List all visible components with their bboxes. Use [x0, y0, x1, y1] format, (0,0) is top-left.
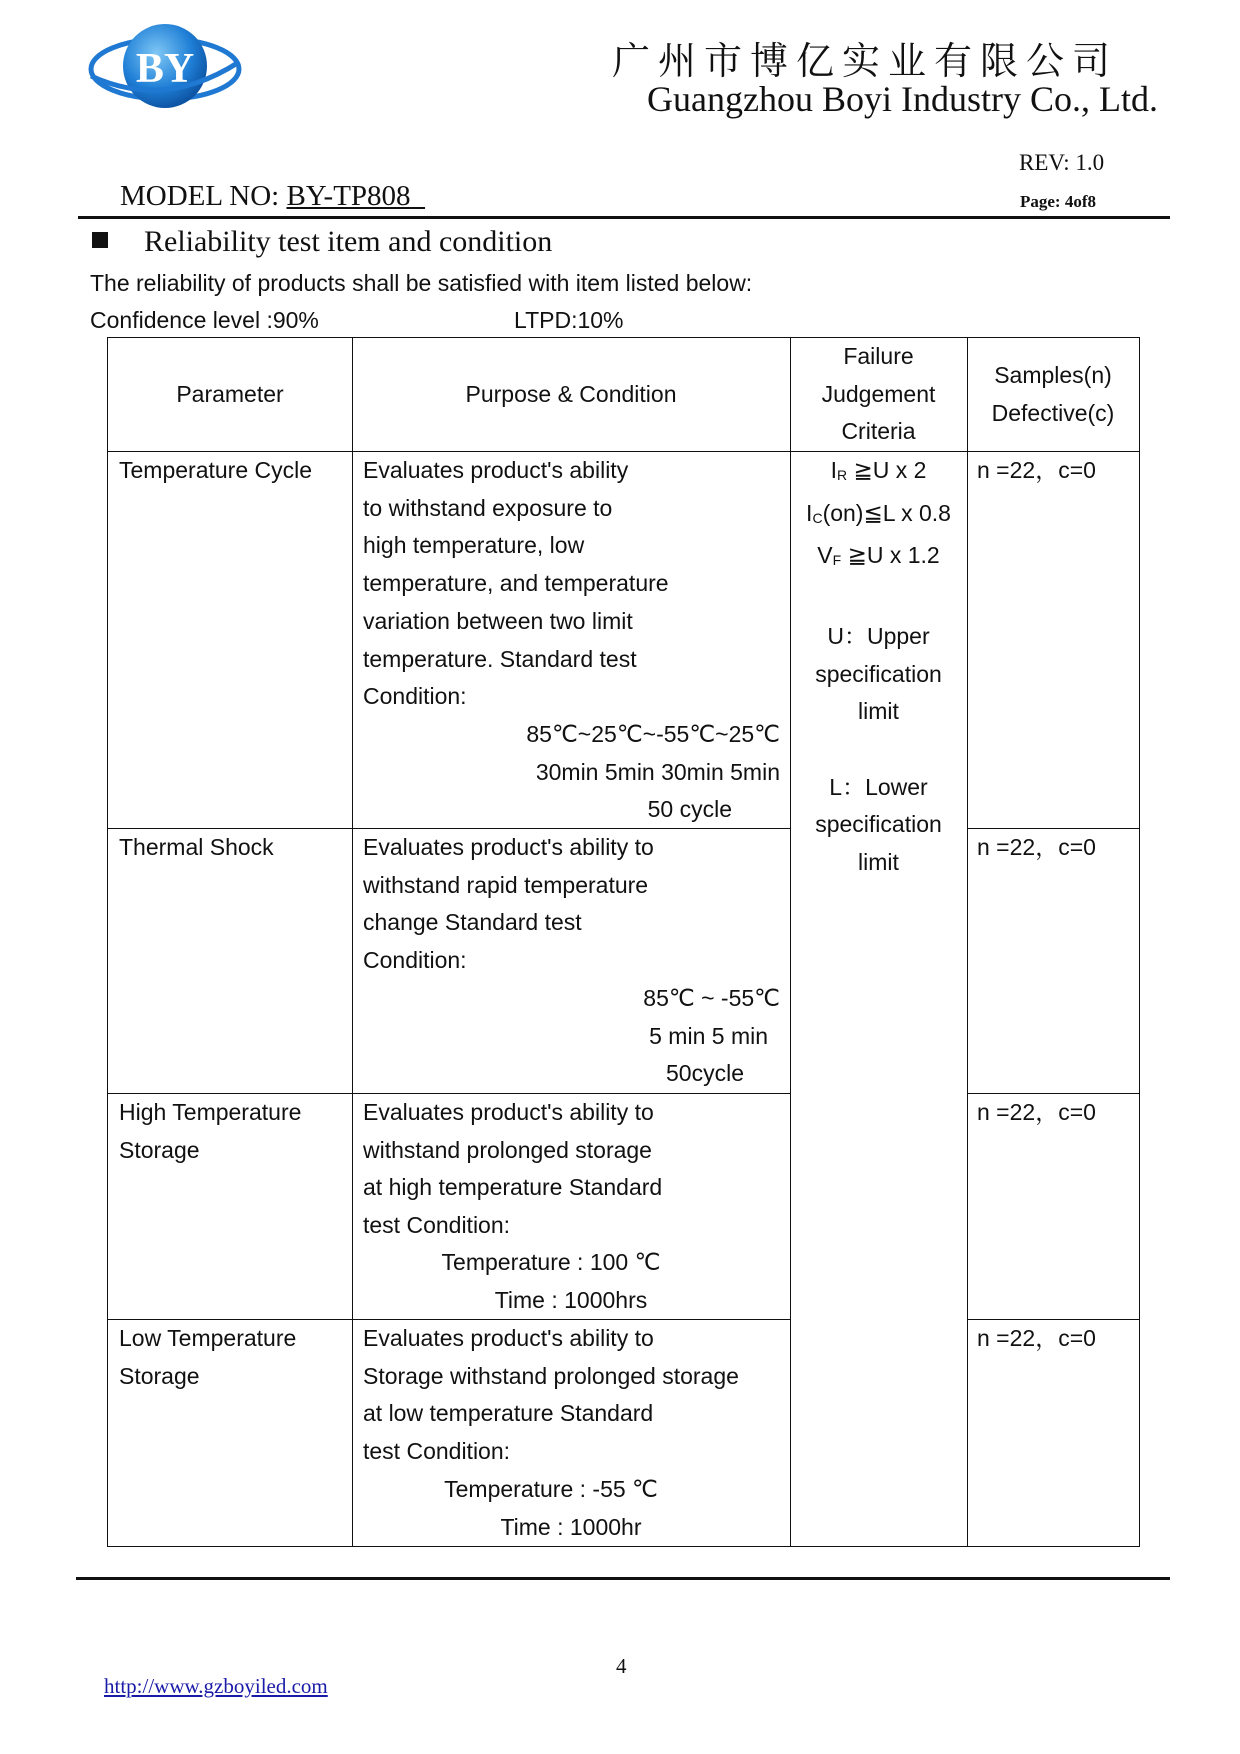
company-name-chinese: 广州市博亿实业有限公司 — [611, 39, 1118, 83]
section-title-text: Reliability test item and condition — [144, 225, 553, 258]
criteria-vf: $V_F$ ≧U x 1.2 — [817, 542, 940, 569]
footer-divider — [76, 1577, 1170, 1580]
logo-text: BY — [135, 46, 195, 92]
model-value: BY-TP808 — [286, 180, 411, 212]
row-samples: n =22，c=0 — [977, 834, 1096, 860]
row-purpose: Evaluates product's ability to withstand exposure to high temperature, low temperature, and temperature variation between two limit temperature. Standard test Condition: — [363, 457, 669, 710]
page-indicator: Page: 4of8 — [1020, 192, 1097, 211]
header-purpose: Purpose & Condition — [465, 381, 677, 407]
model-number — [120, 180, 425, 213]
company-name-english: Guangzhou Boyi Industry Co., Ltd. — [647, 79, 1158, 119]
row-samples: n =22，c=0 — [977, 1325, 1096, 1351]
header-samples: Samples(n) Defective(c) — [991, 362, 1115, 426]
revision: REV: 1.0 — [1019, 150, 1105, 175]
bullet-square-icon — [92, 232, 108, 248]
row-condition: 85℃~25℃~-55℃~25℃ 30min 5min 30min 5min 50 cycle — [526, 721, 780, 823]
model-label: MODEL NO: — [120, 180, 287, 212]
reliability-table — [107, 337, 1140, 1547]
failure-criteria: $I_R$ ≧U x 2 $I_C(on)≦L$ x 0.8 $V_F$ ≧U x 1.2 U：Upper specification limit L：Lower specification limit — [790, 452, 967, 882]
row-condition: Temperature : -55 ℃ Time : 1000hr — [444, 1476, 658, 1540]
row-samples: n =22，c=0 — [977, 457, 1096, 483]
confidence-level: Confidence level :90% — [90, 307, 319, 333]
row-parameter: Low Temperature Storage — [119, 1325, 297, 1389]
row-condition: 85℃ ~ -55℃ 5 min 5 min 50cycle — [643, 985, 780, 1087]
ltpd-value: LTPD:10% — [514, 307, 624, 333]
company-logo — [86, 18, 244, 120]
row-parameter: Thermal Shock — [119, 834, 274, 860]
header-failure-criteria: Failure Judgement Criteria — [821, 343, 936, 445]
criteria-ir: $I_R$ ≧U x 2 — [830, 457, 927, 483]
row-purpose: Evaluates product's ability to withstand prolonged storage at high temperature Standard test Condition: — [363, 1099, 663, 1239]
table-column-divider — [967, 338, 968, 1546]
intro-text: The reliability of products shall be satisfied with item listed below: — [90, 270, 753, 296]
header-parameter: Parameter — [176, 381, 284, 407]
header-divider — [78, 216, 1170, 219]
row-purpose: Evaluates product's ability to Storage withstand prolonged storage at low temperature Standard test Condition: — [363, 1325, 739, 1465]
row-purpose: Evaluates product's ability to withstand rapid temperature change Standard test Condition: — [363, 834, 654, 974]
table-column-divider — [352, 338, 353, 1546]
page-number: 4 — [616, 1654, 627, 1678]
row-samples: n =22，c=0 — [977, 1099, 1096, 1125]
row-parameter: Temperature Cycle — [119, 457, 313, 483]
website-link[interactable]: http://www.gzboyiled.com — [104, 1674, 328, 1698]
criteria-ic: $I_C(on)≦L$ x 0.8 — [806, 499, 951, 526]
section-title — [92, 225, 552, 259]
row-condition: Temperature : 100 ℃ Time : 1000hrs — [441, 1249, 661, 1313]
row-parameter: High Temperature Storage — [119, 1099, 302, 1163]
